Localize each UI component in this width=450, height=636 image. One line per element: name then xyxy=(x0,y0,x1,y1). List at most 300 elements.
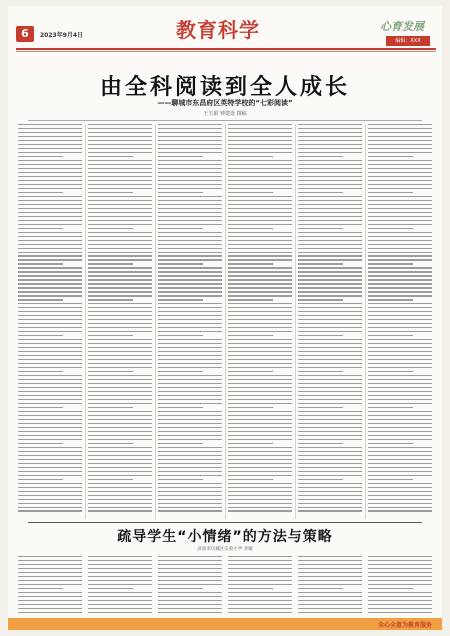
text-line xyxy=(18,363,82,364)
text-line xyxy=(298,152,362,153)
text-line xyxy=(158,331,222,332)
text-block xyxy=(298,556,362,616)
text-line xyxy=(18,176,82,177)
text-line xyxy=(228,395,292,396)
text-line xyxy=(158,387,222,388)
text-line xyxy=(368,572,432,573)
text-line xyxy=(298,208,362,209)
text-line xyxy=(88,584,152,585)
text-line xyxy=(158,395,222,396)
text-line xyxy=(88,192,133,193)
text-line xyxy=(368,323,432,324)
text-line xyxy=(368,507,432,508)
text-line xyxy=(18,164,82,165)
text-line xyxy=(298,375,362,376)
text-line xyxy=(228,463,292,464)
text-line xyxy=(158,467,222,468)
text-line xyxy=(158,427,222,428)
text-line xyxy=(228,216,292,217)
text-line xyxy=(368,263,413,264)
text-line xyxy=(298,335,343,336)
text-line xyxy=(18,451,82,452)
text-block xyxy=(88,124,152,514)
text-line xyxy=(298,608,362,609)
text-line xyxy=(18,208,82,209)
text-line xyxy=(158,152,222,153)
text-line xyxy=(368,584,432,585)
text-line xyxy=(298,431,362,432)
text-line xyxy=(228,196,292,197)
text-line xyxy=(368,576,432,577)
text-line xyxy=(88,379,152,380)
text-line xyxy=(158,391,222,392)
text-line xyxy=(158,584,222,585)
text-line xyxy=(298,560,362,561)
article2-headline: 疏导学生“小情绪”的方法与策略 xyxy=(117,529,333,545)
text-line xyxy=(158,196,222,197)
text-line xyxy=(18,556,82,557)
text-line xyxy=(18,367,82,368)
text-line xyxy=(298,568,362,569)
text-line xyxy=(88,279,152,280)
text-line xyxy=(18,359,82,360)
text-line xyxy=(18,600,82,601)
text-line xyxy=(88,132,152,133)
text-line xyxy=(228,204,292,205)
text-line xyxy=(368,459,432,460)
text-line xyxy=(18,499,82,500)
text-line xyxy=(368,580,432,581)
text-line xyxy=(88,168,152,169)
text-line xyxy=(158,212,222,213)
text-line xyxy=(228,287,292,288)
text-line xyxy=(18,283,82,284)
text-line xyxy=(18,192,63,193)
text-line xyxy=(368,379,432,380)
text-line xyxy=(88,275,152,276)
text-line xyxy=(228,303,292,304)
text-line xyxy=(298,156,343,157)
text-line xyxy=(88,383,152,384)
text-line xyxy=(88,403,152,404)
text-line xyxy=(228,236,292,237)
text-line xyxy=(368,479,413,480)
text-line xyxy=(298,387,362,388)
text-line xyxy=(298,596,362,597)
section-title: 教育科学 xyxy=(176,18,260,42)
text-line xyxy=(298,443,343,444)
text-line xyxy=(368,255,432,256)
text-line xyxy=(158,363,222,364)
text-line xyxy=(158,252,222,253)
text-line xyxy=(298,379,362,380)
text-line xyxy=(228,375,292,376)
text-line xyxy=(228,291,292,292)
text-line xyxy=(88,463,152,464)
text-line xyxy=(88,339,152,340)
text-line xyxy=(368,363,432,364)
text-line xyxy=(298,395,362,396)
text-line xyxy=(298,499,362,500)
text-line xyxy=(368,499,432,500)
text-line xyxy=(88,259,152,260)
text-line xyxy=(298,403,362,404)
text-line xyxy=(88,184,152,185)
text-line xyxy=(88,236,152,237)
text-line xyxy=(298,371,343,372)
text-line xyxy=(228,560,292,561)
article-separator xyxy=(28,522,422,523)
text-line xyxy=(18,507,82,508)
text-line xyxy=(158,244,222,245)
text-line xyxy=(298,564,362,565)
text-line xyxy=(228,379,292,380)
text-line xyxy=(368,275,432,276)
text-line xyxy=(158,411,222,412)
text-line xyxy=(18,483,82,484)
text-line xyxy=(158,156,203,157)
text-line xyxy=(228,212,292,213)
text-line xyxy=(298,236,362,237)
text-line xyxy=(228,343,292,344)
text-line xyxy=(368,487,432,488)
text-line xyxy=(158,572,222,573)
text-line xyxy=(158,568,222,569)
text-line xyxy=(228,355,292,356)
text-line xyxy=(88,588,133,589)
text-line xyxy=(88,136,152,137)
text-line xyxy=(88,255,152,256)
text-line xyxy=(18,475,82,476)
text-line xyxy=(158,200,222,201)
text-line xyxy=(18,275,82,276)
text-line xyxy=(368,303,432,304)
text-line xyxy=(298,451,362,452)
text-line xyxy=(88,568,152,569)
text-line xyxy=(88,164,152,165)
text-line xyxy=(368,483,432,484)
text-line xyxy=(298,363,362,364)
text-line xyxy=(368,411,432,412)
text-line xyxy=(88,128,152,129)
text-line xyxy=(158,451,222,452)
text-line xyxy=(18,471,82,472)
text-line xyxy=(228,299,273,300)
text-line xyxy=(88,592,152,593)
text-line xyxy=(88,411,152,412)
text-line xyxy=(158,367,222,368)
text-line xyxy=(18,315,82,316)
text-line xyxy=(298,291,362,292)
text-line xyxy=(228,499,292,500)
text-line xyxy=(88,467,152,468)
text-line xyxy=(368,252,432,253)
text-line xyxy=(368,588,413,589)
text-line xyxy=(228,168,292,169)
text-line xyxy=(158,475,222,476)
text-line xyxy=(228,176,292,177)
text-line xyxy=(158,339,222,340)
text-line xyxy=(298,503,362,504)
text-line xyxy=(158,140,222,141)
text-line xyxy=(228,224,292,225)
text-line xyxy=(298,275,362,276)
text-line xyxy=(18,307,82,308)
text-line xyxy=(158,255,222,256)
text-line xyxy=(18,459,82,460)
text-line xyxy=(18,212,82,213)
text-line xyxy=(158,132,222,133)
text-line xyxy=(298,204,362,205)
text-line xyxy=(158,347,222,348)
text-line xyxy=(228,475,292,476)
text-line xyxy=(158,295,222,296)
text-line xyxy=(368,176,432,177)
text-line xyxy=(158,487,222,488)
text-line xyxy=(228,164,292,165)
text-line xyxy=(368,510,432,511)
text-line xyxy=(298,283,362,284)
text-line xyxy=(158,403,222,404)
text-line xyxy=(228,363,292,364)
text-line xyxy=(228,267,292,268)
text-line xyxy=(158,415,222,416)
text-line xyxy=(18,271,82,272)
text-line xyxy=(368,200,432,201)
text-line xyxy=(88,311,152,312)
text-line xyxy=(88,291,152,292)
text-line xyxy=(158,319,222,320)
text-line xyxy=(368,128,432,129)
text-line xyxy=(228,347,292,348)
text-line xyxy=(298,132,362,133)
text-line xyxy=(298,263,343,264)
text-line xyxy=(298,255,362,256)
text-line xyxy=(88,204,152,205)
text-line xyxy=(298,212,362,213)
text-line xyxy=(158,311,222,312)
text-line xyxy=(88,475,152,476)
text-line xyxy=(228,275,292,276)
text-line xyxy=(18,327,82,328)
text-line xyxy=(228,188,292,189)
text-block xyxy=(228,556,292,616)
text-line xyxy=(18,491,82,492)
text-line xyxy=(158,439,222,440)
text-line xyxy=(158,359,222,360)
text-line xyxy=(88,395,152,396)
text-line xyxy=(88,124,152,125)
text-line xyxy=(18,467,82,468)
text-line xyxy=(88,600,152,601)
text-line xyxy=(88,188,152,189)
text-line xyxy=(88,244,152,245)
text-line xyxy=(18,479,63,480)
text-line xyxy=(228,604,292,605)
text-line xyxy=(228,140,292,141)
text-line xyxy=(298,479,343,480)
text-line xyxy=(298,580,362,581)
text-line xyxy=(158,355,222,356)
text-line xyxy=(88,451,152,452)
text-line xyxy=(298,240,362,241)
text-line xyxy=(228,608,292,609)
text-line xyxy=(368,315,432,316)
text-line xyxy=(88,487,152,488)
text-line xyxy=(228,331,292,332)
text-line xyxy=(88,363,152,364)
text-line xyxy=(368,224,432,225)
text-line xyxy=(368,172,432,173)
text-line xyxy=(228,467,292,468)
text-line xyxy=(368,556,432,557)
article1-divider xyxy=(28,120,422,121)
text-line xyxy=(18,487,82,488)
text-line xyxy=(158,419,222,420)
text-line xyxy=(298,455,362,456)
text-line xyxy=(158,327,222,328)
text-line xyxy=(298,160,362,161)
text-line xyxy=(158,208,222,209)
text-line xyxy=(158,455,222,456)
text-line xyxy=(88,240,152,241)
text-line xyxy=(298,140,362,141)
text-line xyxy=(368,299,413,300)
text-line xyxy=(18,588,63,589)
text-line xyxy=(88,596,152,597)
text-line xyxy=(228,556,292,557)
text-line xyxy=(228,319,292,320)
text-line xyxy=(18,604,82,605)
text-line xyxy=(228,564,292,565)
text-line xyxy=(158,483,222,484)
text-line xyxy=(88,343,152,344)
text-line xyxy=(158,128,222,129)
text-line xyxy=(228,503,292,504)
text-line xyxy=(228,327,292,328)
text-line xyxy=(18,612,82,613)
text-line xyxy=(228,263,273,264)
text-line xyxy=(158,275,222,276)
text-line xyxy=(368,156,413,157)
text-line xyxy=(368,467,432,468)
text-block xyxy=(18,556,82,616)
text-line xyxy=(298,136,362,137)
text-line xyxy=(368,564,432,565)
text-line xyxy=(228,136,292,137)
text-line xyxy=(158,463,222,464)
text-line xyxy=(88,263,133,264)
text-line xyxy=(88,351,152,352)
text-line xyxy=(88,399,152,400)
brand-logo: 心育发展 xyxy=(380,20,424,33)
text-line xyxy=(228,172,292,173)
text-line xyxy=(88,427,152,428)
text-line xyxy=(158,232,222,233)
text-line xyxy=(298,415,362,416)
text-line xyxy=(18,510,82,511)
text-line xyxy=(18,124,82,125)
text-line xyxy=(88,212,152,213)
text-line xyxy=(368,228,413,229)
text-line xyxy=(88,200,152,201)
text-line xyxy=(18,592,82,593)
text-line xyxy=(368,608,432,609)
text-line xyxy=(88,608,152,609)
text-line xyxy=(158,379,222,380)
text-line xyxy=(18,596,82,597)
text-line xyxy=(158,136,222,137)
text-line xyxy=(368,259,432,260)
text-line xyxy=(88,140,152,141)
article1-byline: 王玉娟 钟建设 撰稿 xyxy=(203,111,247,117)
text-line xyxy=(88,479,133,480)
text-line xyxy=(228,283,292,284)
column-rule xyxy=(85,124,86,519)
text-line xyxy=(88,327,152,328)
text-line xyxy=(298,343,362,344)
text-line xyxy=(298,588,343,589)
footer-slogan: 全心全意为教育服务 xyxy=(377,622,432,629)
text-line xyxy=(158,144,222,145)
text-line xyxy=(298,572,362,573)
text-line xyxy=(368,196,432,197)
text-line xyxy=(18,415,82,416)
text-line xyxy=(158,291,222,292)
text-line xyxy=(18,136,82,137)
text-line xyxy=(18,560,82,561)
text-line xyxy=(88,455,152,456)
text-line xyxy=(368,451,432,452)
text-line xyxy=(18,232,82,233)
text-line xyxy=(298,224,362,225)
text-line xyxy=(298,347,362,348)
text-line xyxy=(88,499,152,500)
text-line xyxy=(298,491,362,492)
text-line xyxy=(18,216,82,217)
text-line xyxy=(18,303,82,304)
text-line xyxy=(298,556,362,557)
text-line xyxy=(88,283,152,284)
text-line xyxy=(18,387,82,388)
text-line xyxy=(18,299,63,300)
text-line xyxy=(298,355,362,356)
text-line xyxy=(368,283,432,284)
text-line xyxy=(368,271,432,272)
text-line xyxy=(298,216,362,217)
text-line xyxy=(368,600,432,601)
text-line xyxy=(158,168,222,169)
text-line xyxy=(18,184,82,185)
text-line xyxy=(298,319,362,320)
text-line xyxy=(88,419,152,420)
text-line xyxy=(228,232,292,233)
text-line xyxy=(228,152,292,153)
issue-date: 2023年9月4日 xyxy=(40,32,84,39)
text-line xyxy=(88,232,152,233)
text-line xyxy=(88,510,152,511)
text-line xyxy=(158,443,203,444)
text-line xyxy=(228,419,292,420)
text-line xyxy=(158,491,222,492)
text-line xyxy=(88,435,152,436)
text-line xyxy=(18,495,82,496)
text-line xyxy=(88,144,152,145)
text-line xyxy=(18,160,82,161)
text-line xyxy=(298,487,362,488)
text-line xyxy=(228,487,292,488)
text-line xyxy=(158,560,222,561)
